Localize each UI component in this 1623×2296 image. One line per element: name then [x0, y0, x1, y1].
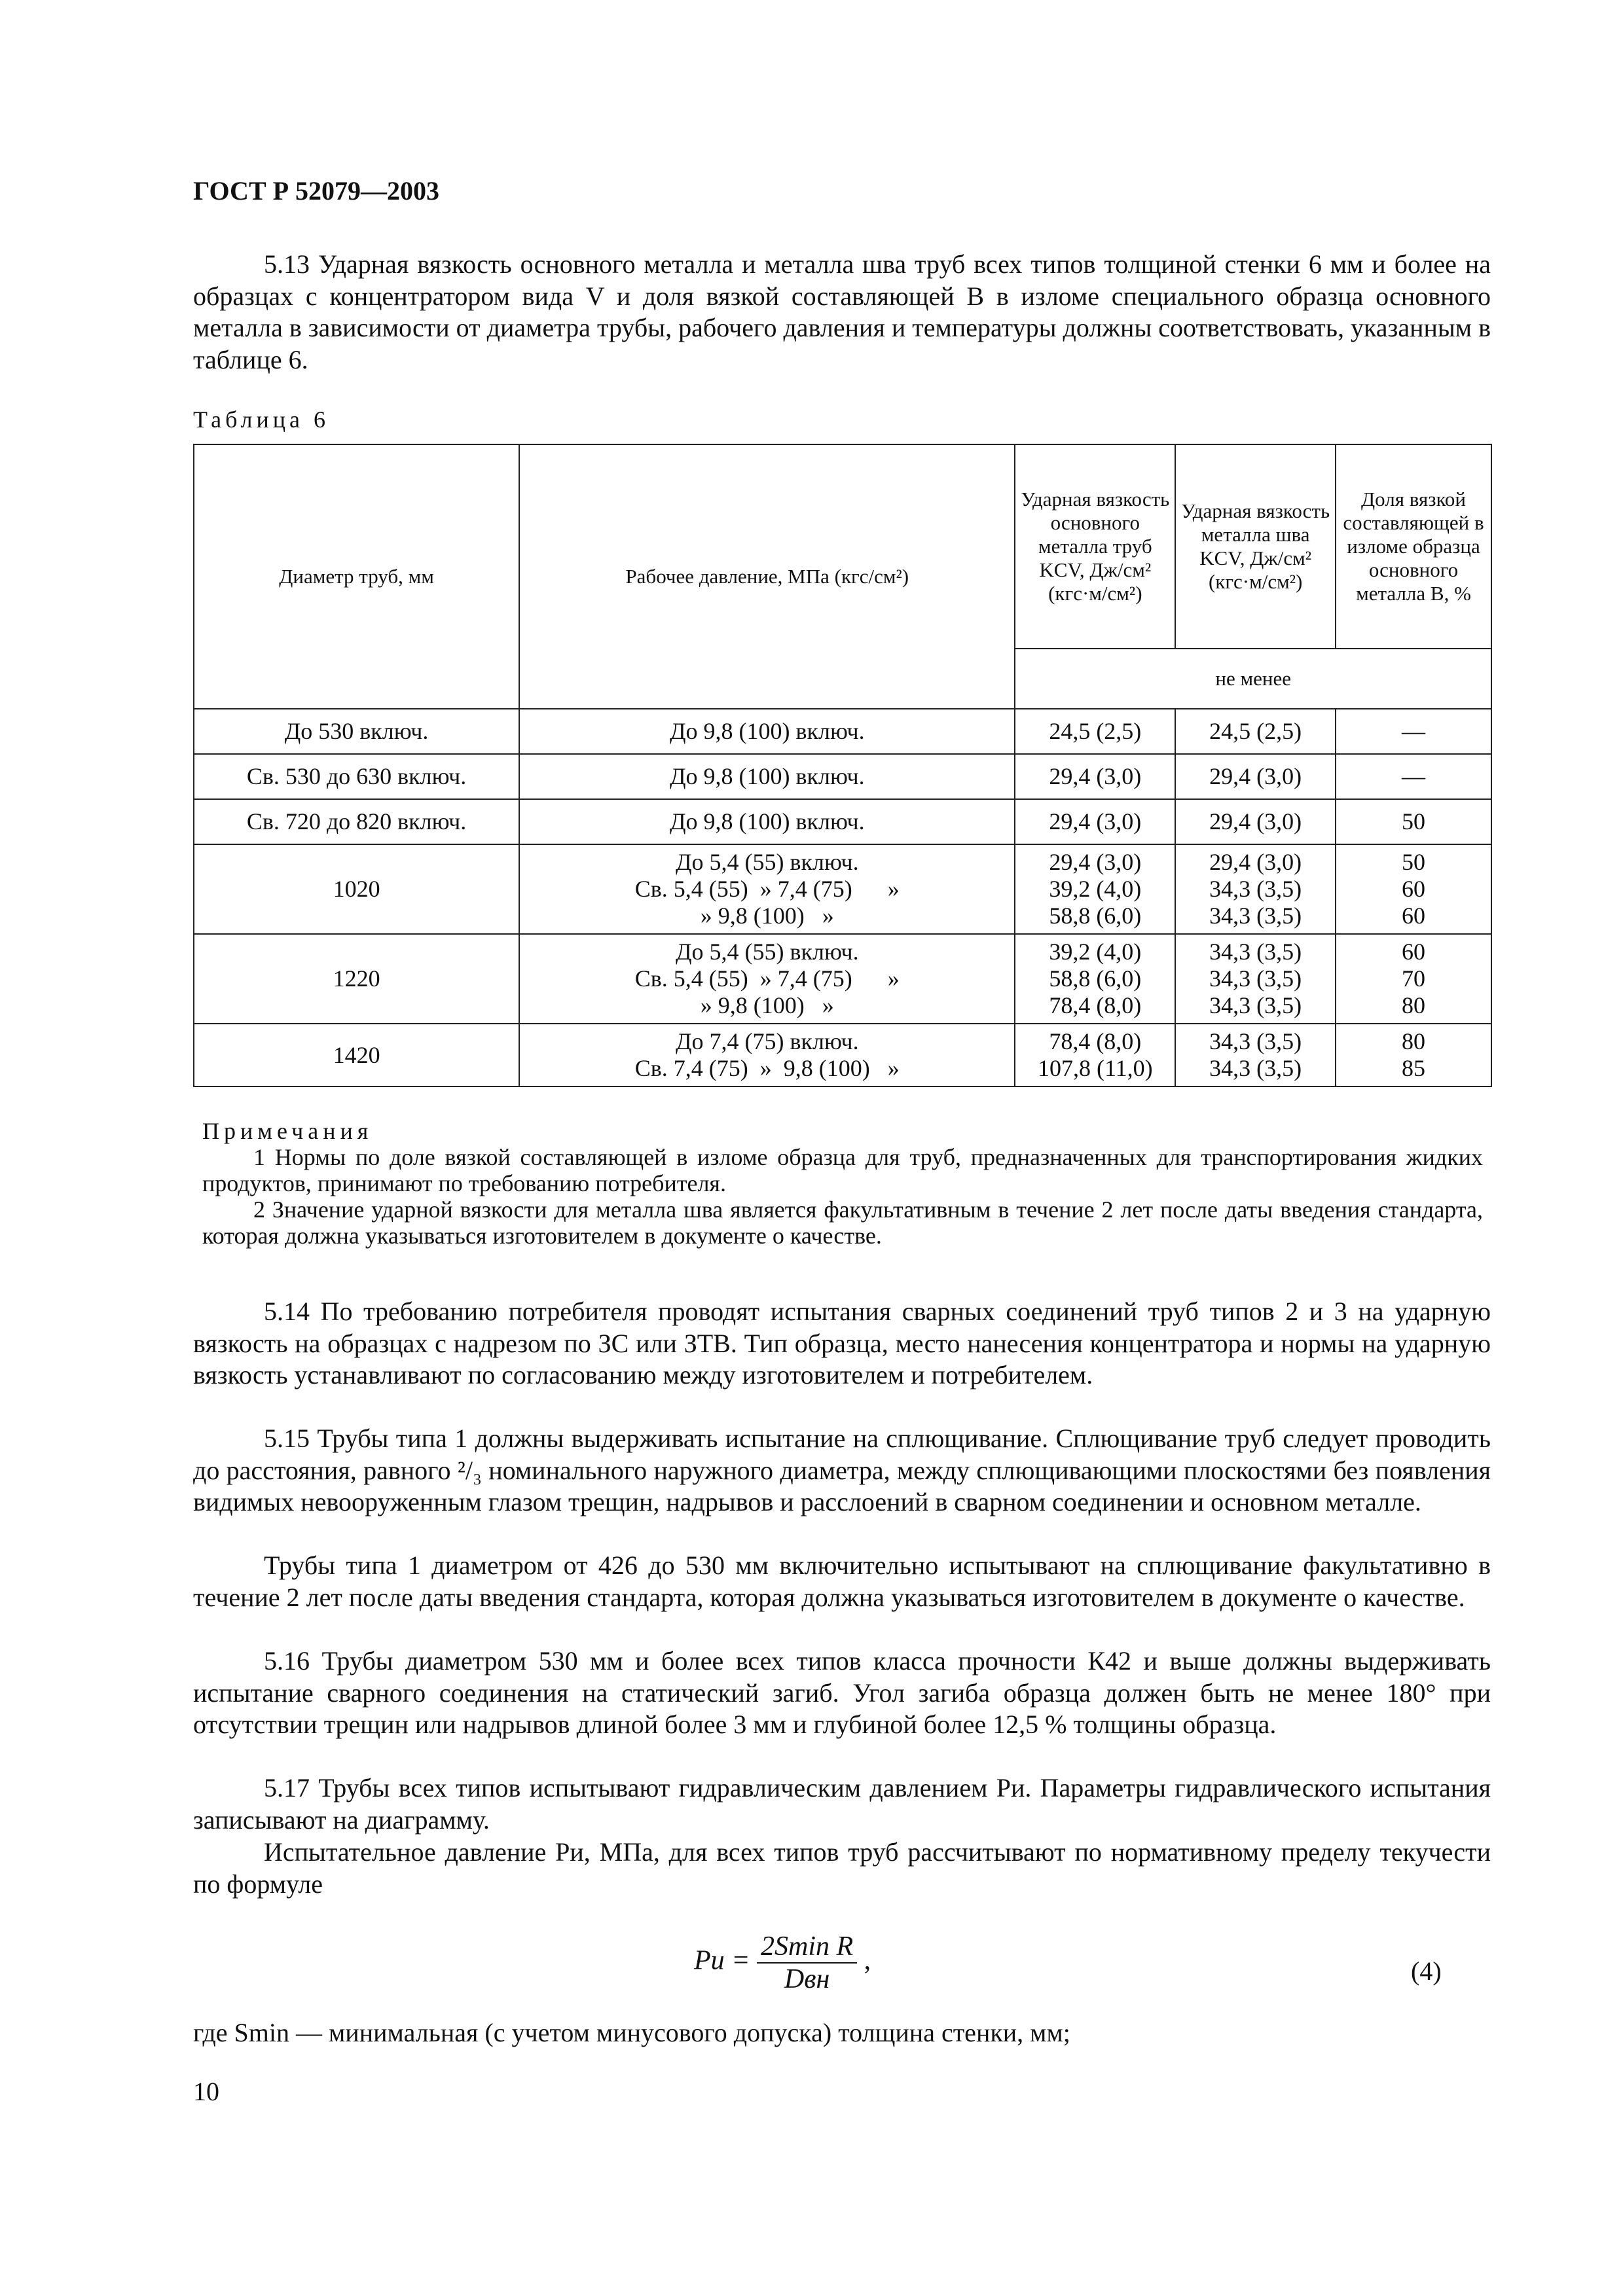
- cell-share-line: —: [1402, 718, 1426, 744]
- cell-share: [1336, 709, 1491, 754]
- formula-tail: ,: [864, 1945, 871, 1976]
- table-row: [194, 934, 1491, 1024]
- cell-kcv-base-line: 58,8 (6,0): [1049, 903, 1142, 929]
- cell-share: [1336, 844, 1491, 934]
- cell-pressure: [519, 799, 1015, 844]
- cell-kcv-weld: [1175, 934, 1336, 1024]
- cell-kcv-weld-line: 34,3 (3,5): [1209, 903, 1302, 929]
- cell-kcv-base: [1015, 799, 1175, 844]
- cell-pressure-line: До 5,4 (55) включ.: [675, 939, 859, 965]
- header-share: Доля вязкой составляющей в изломе образца основного металла B, %: [1336, 444, 1491, 649]
- cell-kcv-base-line: 24,5 (2,5): [1049, 718, 1142, 744]
- cell-kcv-base: [1015, 709, 1175, 754]
- page-number: 10: [193, 2077, 219, 2106]
- header-not-less: не менее: [1015, 649, 1491, 709]
- cell-share-line: 50: [1402, 808, 1426, 834]
- cell-pressure: [519, 934, 1015, 1024]
- formula-denominator: Dвн: [784, 1964, 830, 1994]
- cell-kcv-base: [1015, 754, 1175, 799]
- cell-share: [1336, 799, 1491, 844]
- cell-pressure-line: До 9,8 (100) включ.: [669, 808, 865, 834]
- cell-pressure: [519, 1024, 1015, 1086]
- cell-pressure-line: » 9,8 (100) »: [700, 903, 834, 929]
- table-6: [193, 444, 1492, 1087]
- cell-kcv-base-line: 78,4 (8,0): [1049, 992, 1142, 1018]
- cell-kcv-weld-line: 34,3 (3,5): [1209, 992, 1302, 1018]
- cell-kcv-base-line: 39,2 (4,0): [1049, 876, 1142, 902]
- cell-kcv-weld-line: 34,3 (3,5): [1209, 876, 1302, 902]
- header-kcv-base: Ударная вязкость основного металла труб KCV, Дж/см² (кгс·м/см²): [1015, 444, 1175, 649]
- cell-share-line: 60: [1402, 903, 1426, 929]
- table-body: [194, 709, 1491, 1086]
- table-row: [194, 844, 1491, 934]
- cell-kcv-base-line: 107,8 (11,0): [1037, 1055, 1153, 1081]
- table-row: [194, 799, 1491, 844]
- formula-fraction: [757, 1931, 857, 1995]
- notes-title: Примечания: [202, 1118, 373, 1144]
- cell-kcv-base-line: 58,8 (6,0): [1049, 965, 1142, 992]
- cell-kcv-base-line: 29,4 (3,0): [1049, 808, 1142, 834]
- table-caption: Таблица 6: [193, 406, 329, 433]
- cell-share-line: 85: [1402, 1055, 1426, 1081]
- table-row: [194, 1024, 1491, 1086]
- cell-kcv-weld-line: 29,4 (3,0): [1209, 763, 1302, 789]
- cell-share-line: 80: [1402, 992, 1426, 1018]
- cell-kcv-weld-line: 29,4 (3,0): [1209, 849, 1302, 875]
- cell-diameter: 1020: [194, 844, 519, 934]
- cell-share: [1336, 1024, 1491, 1086]
- cell-share: [1336, 754, 1491, 799]
- paragraph-5-15-b: Трубы типа 1 диаметром от 426 до 530 мм включительно испытывают на сплющивание факультативно в течение 2 лет после даты введения стандарта, которая должна указываться изготовителем в документе о качестве.: [193, 1551, 1491, 1612]
- cell-kcv-base: [1015, 844, 1175, 934]
- cell-share-line: 70: [1402, 965, 1426, 992]
- cell-pressure-line: До 9,8 (100) включ.: [669, 718, 865, 744]
- document-header: ГОСТ Р 52079—2003: [193, 176, 440, 206]
- note-1: 1 Нормы по доле вязкой составляющей в изломе образца для труб, предназначенных для транспортирования жидких продуктов, принимают по требованию потребителя.: [202, 1144, 1483, 1196]
- cell-kcv-base-line: 29,4 (3,0): [1049, 763, 1142, 789]
- where-clause: где Smin — минимальная (с учетом минусового допуска) толщина стенки, мм;: [193, 2018, 1070, 2047]
- cell-kcv-weld-line: 24,5 (2,5): [1209, 718, 1302, 744]
- table-row: [194, 709, 1491, 754]
- cell-pressure: [519, 709, 1015, 754]
- equation-number: (4): [1411, 1956, 1442, 1986]
- cell-share-line: 80: [1402, 1028, 1426, 1054]
- formula-4: [694, 1931, 871, 1995]
- cell-kcv-weld-line: 29,4 (3,0): [1209, 808, 1302, 834]
- header-diameter: Диаметр труб, мм: [194, 444, 519, 709]
- cell-kcv-weld: [1175, 799, 1336, 844]
- paragraph-5-14: 5.14 По требованию потребителя проводят испытания сварных соединений труб типов 2 и 3 на ударную вязкость на образцах с надрезом по ЗС или ЗТВ. Тип образца, место нанесения концентратора и нормы на ударную вязкость устанавливают по согласованию между изготовителем и потребителем.: [193, 1297, 1491, 1390]
- cell-kcv-weld-line: 34,3 (3,5): [1209, 1028, 1302, 1054]
- table-row: [194, 754, 1491, 799]
- header-pressure: Рабочее давление, МПа (кгс/см²): [519, 444, 1015, 709]
- cell-kcv-weld-line: 34,3 (3,5): [1209, 1055, 1302, 1081]
- header-kcv-weld: Ударная вязкость металла шва KCV, Дж/см² (кгс·м/см²): [1175, 444, 1336, 649]
- cell-pressure-line: До 9,8 (100) включ.: [669, 763, 865, 789]
- cell-kcv-base-line: 39,2 (4,0): [1049, 939, 1142, 965]
- paragraph-5-17: 5.17 Трубы всех типов испытывают гидравлическим давлением Pи. Параметры гидравлического испытания записывают на диаграмму.: [193, 1773, 1491, 1835]
- cell-diameter: 1220: [194, 934, 519, 1024]
- cell-kcv-base-line: 78,4 (8,0): [1049, 1028, 1142, 1054]
- cell-share-line: 60: [1402, 876, 1426, 902]
- cell-kcv-base: [1015, 934, 1175, 1024]
- cell-diameter: До 530 включ.: [194, 709, 519, 754]
- formula-lhs: Pи =: [694, 1945, 750, 1976]
- cell-share-line: 60: [1402, 939, 1426, 965]
- cell-share: [1336, 934, 1491, 1024]
- paragraph-5-16: 5.16 Трубы диаметром 530 мм и более всех типов класса прочности К42 и выше должны выдерживать испытание сварного соединения на статический загиб. Угол загиба образца должен быть не менее 180° при отсутствии трещин или надрывов длиной более 3 мм и глубиной более 12,5 % толщины образца.: [193, 1646, 1491, 1739]
- formula-numerator: 2Smin R: [757, 1931, 857, 1964]
- cell-pressure-line: » 9,8 (100) »: [700, 992, 834, 1018]
- cell-kcv-weld-line: 34,3 (3,5): [1209, 965, 1302, 992]
- cell-kcv-base: [1015, 1024, 1175, 1086]
- cell-share-line: —: [1402, 763, 1426, 789]
- cell-pressure-line: Св. 7,4 (75) » 9,8 (100) »: [634, 1055, 900, 1081]
- cell-pressure-line: До 5,4 (55) включ.: [675, 849, 859, 875]
- cell-kcv-weld: [1175, 844, 1336, 934]
- paragraph-5-17-b: Испытательное давление Pи, МПа, для всех типов труб рассчитывают по нормативному пределу текучести по формуле: [193, 1837, 1491, 1899]
- cell-kcv-weld: [1175, 709, 1336, 754]
- table-notes: [193, 1118, 1492, 1249]
- cell-pressure-line: Св. 5,4 (55) » 7,4 (75) »: [634, 876, 900, 902]
- cell-diameter: 1420: [194, 1024, 519, 1086]
- cell-share-line: 50: [1402, 849, 1426, 875]
- cell-diameter: Св. 530 до 630 включ.: [194, 754, 519, 799]
- cell-kcv-weld: [1175, 1024, 1336, 1086]
- cell-diameter: Св. 720 до 820 включ.: [194, 799, 519, 844]
- cell-pressure: [519, 844, 1015, 934]
- note-2: 2 Значение ударной вязкости для металла шва является факультативным в течение 2 лет после даты введения стандарта, которая должна указываться изготовителем в документе о качестве.: [202, 1196, 1483, 1249]
- cell-pressure-line: Св. 5,4 (55) » 7,4 (75) »: [634, 965, 900, 992]
- cell-kcv-base-line: 29,4 (3,0): [1049, 849, 1142, 875]
- paragraph-5-15: 5.15 Трубы типа 1 должны выдерживать испытание на сплющивание. Сплющивание труб следует проводить до расстояния, равного ²/₃ номинального наружного диаметра, между сплющивающими плоскостями без появления видимых невооруженным глазом трещин, надрывов и расслоений в сварном соединении и основном металле.: [193, 1424, 1491, 1516]
- cell-pressure-line: До 7,4 (75) включ.: [675, 1028, 859, 1054]
- paragraph-5-13: 5.13 Ударная вязкость основного металла и металла шва труб всех типов толщиной стенки 6 мм и более на образцах с концентратором вида V и доля вязкой составляющей B в изломе специального образца основного металла в зависимости от диаметра трубы, рабочего давления и температуры должны соответствовать, указанным в таблице 6.: [193, 249, 1491, 374]
- cell-kcv-weld-line: 34,3 (3,5): [1209, 939, 1302, 965]
- cell-kcv-weld: [1175, 754, 1336, 799]
- cell-pressure: [519, 754, 1015, 799]
